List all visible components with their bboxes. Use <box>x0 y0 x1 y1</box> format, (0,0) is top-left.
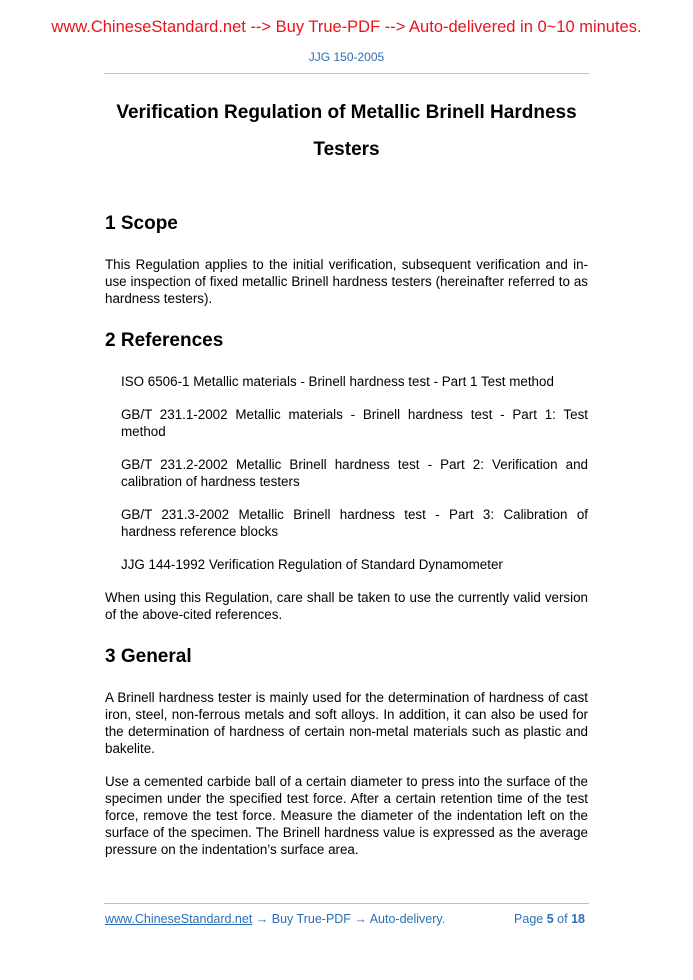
general-paragraph: Use a cemented carbide ball of a certain diameter to press into the surface of the specimen under the specified test force. After a certain retention time of the test force, remove the test force. Measure the diameter of the indentation left on the surface of the specimen. The Brinell hardness value is expressed as the average pressure on the indentation’s surface area. <box>105 774 588 857</box>
section-heading-references: 2 References <box>105 330 224 351</box>
section-heading-general: 3 General <box>105 646 192 667</box>
title-line-2: Testers <box>313 139 380 160</box>
section-heading-scope: 1 Scope <box>105 213 178 234</box>
title-line-1: Verification Regulation of Metallic Brinell Hardness <box>116 102 577 123</box>
page-indicator <box>514 912 585 926</box>
promo-banner: www.ChineseStandard.net --> Buy True-PDF --> Auto-delivered in 0~10 minutes. <box>51 18 642 36</box>
page-total: 18 <box>571 912 585 926</box>
document-code: JJG 150-2005 <box>308 50 385 64</box>
footer-text: → Buy True-PDF → Auto-delivery. <box>252 912 446 926</box>
page-label: Page <box>514 912 544 926</box>
scope-paragraph: This Regulation applies to the initial verification, subsequent verification and in-use inspection of fixed metallic Brinell hardness testers (hereinafter referred to as hardness testers). <box>105 257 588 306</box>
document-title <box>104 94 589 168</box>
page-number: 5 <box>546 912 554 926</box>
of-label: of <box>557 912 568 926</box>
footer-site-link[interactable]: www.ChineseStandard.net <box>105 912 253 926</box>
reference-item: GB/T 231.1-2002 Metallic materials - Brinell hardness test - Part 1: Test method <box>121 407 588 439</box>
reference-item: GB/T 231.3-2002 Metallic Brinell hardness test - Part 3: Calibration of hardness reference blocks <box>121 507 588 539</box>
document-body <box>105 212 588 874</box>
page-footer <box>105 912 585 926</box>
references-note: When using this Regulation, care shall be taken to use the currently valid version of the above-cited references. <box>105 590 588 622</box>
reference-item: ISO 6506-1 Metallic materials - Brinell hardness test - Part 1 Test method <box>121 374 554 389</box>
header-divider <box>104 73 589 74</box>
footer-divider <box>104 903 589 904</box>
general-paragraph: A Brinell hardness tester is mainly used for the determination of hardness of cast iron, steel, non-ferrous metals and soft alloys. In addition, it can also be used for the determination of hardness of certain non-metal materials such as plastic and bakelite. <box>105 690 588 756</box>
reference-item: GB/T 231.2-2002 Metallic Brinell hardness test - Part 2: Verification and calibration of hardness testers <box>121 457 588 489</box>
reference-item: JJG 144-1992 Verification Regulation of Standard Dynamometer <box>121 557 503 572</box>
